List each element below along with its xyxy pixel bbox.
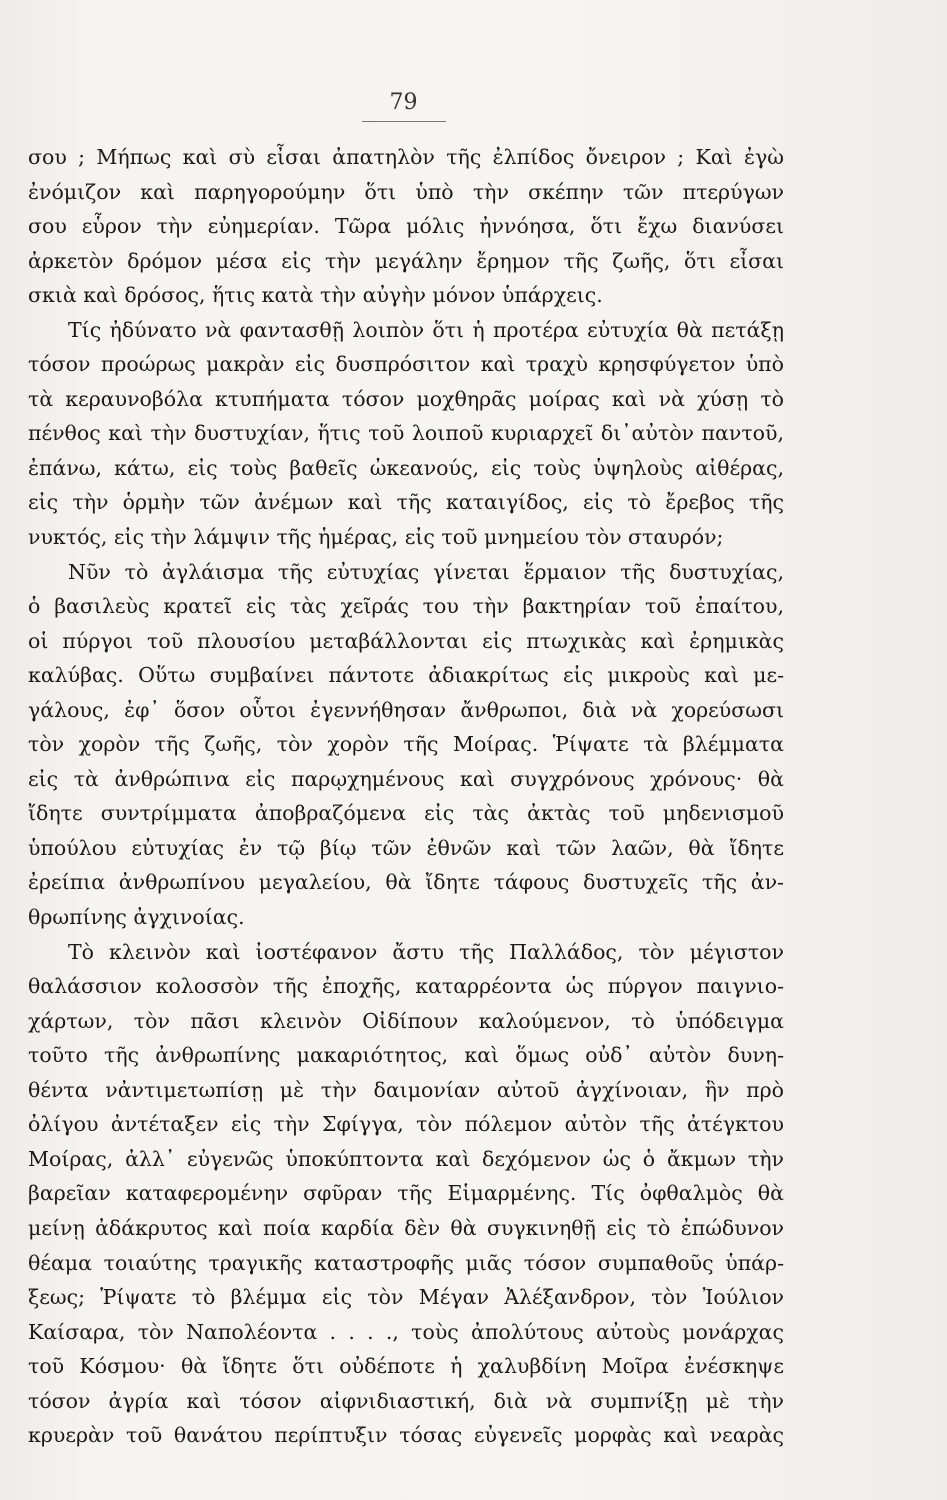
body-text	[28, 140, 784, 1453]
text-line: ἐνόμιζον καὶ παρηγορούμην ὅτι ὑπὸ τὴν σκέπην τῶν πτερύγων	[28, 179, 784, 204]
text-line: Τίς ἠδύνατο νὰ φαντασθῇ λοιπὸν ὅτι ἡ προτέρα εὐτυχία θὰ πετάξῃ	[68, 317, 784, 342]
text-line: θέαμα τοιαύτης τραγικῆς καταστροφῆς μιᾶς τόσον συμπαθοῦς ὑπάρ-	[28, 1250, 784, 1275]
text-line: σκιὰ καὶ δρόσος, ἥτις κατὰ τὴν αὐγὴν μόνον ὑπάρχεις.	[28, 283, 603, 308]
text-line: ὀλίγου ἀντέταξεν εἰς τὴν Σφίγγα, τὸν πόλεμον αὐτὸν τῆς ἀτέγκτου	[28, 1112, 784, 1137]
text-line: τὸν χορὸν τῆς ζωῆς, τὸν χορὸν τῆς Μοίρας. Ῥίψατε τὰ βλέμματα	[28, 732, 784, 757]
text-line: τοῦτο τῆς ἀνθρωπίνης μακαριότητος, καὶ ὅμως οὐδ᾽ αὐτὸν δυνη-	[28, 1043, 784, 1068]
text-line: Καίσαρα, τὸν Ναπολέοντα . . . ., τοὺς ἀπολύτους αὐτοὺς μονάρχας	[28, 1319, 784, 1344]
text-line: θέντα νἀντιμετωπίσῃ μὲ τὴν δαιμονίαν αὐτοῦ ἀγχίνοιαν, ἣν πρὸ	[28, 1077, 784, 1102]
text-line: θαλάσσιον κολοσσὸν τῆς ἐποχῆς, καταρρέοντα ὡς πύργον παιγνιο-	[28, 974, 784, 999]
text-line: χάρτων, τὸν πᾶσι κλεινὸν Οἰδίπουν καλούμενον, τὸ ὑπόδειγμα	[28, 1008, 784, 1033]
text-line: Νῦν τὸ ἀγλάισμα τῆς εὐτυχίας γίνεται ἕρμαιον τῆς δυστυχίας,	[68, 559, 784, 584]
text-line: ἐρείπια ἀνθρωπίνου μεγαλείου, θὰ ἴδητε τάφους δυστυχεῖς τῆς ἀν-	[28, 870, 784, 895]
text-line: καλύβας. Οὕτω συμβαίνει πάντοτε ἀδιακρίτως εἰς μικροὺς καὶ με-	[28, 663, 784, 688]
text-line: βαρεῖαν καταφερομένην σφῦραν τῆς Εἱμαρμένης. Τίς ὀφθαλμὸς θὰ	[28, 1181, 784, 1206]
text-line: εἰς τὰ ἀνθρώπινα εἰς παρῳχημένους καὶ συγχρόνους χρόνους· θὰ	[28, 766, 784, 791]
text-line: τοῦ Κόσμου· θὰ ἴδητε ὅτι οὐδέποτε ἡ χαλυβδίνη Μοῖρα ἐνέσκηψε	[28, 1354, 784, 1379]
text-line: ἀρκετὸν δρόμον μέσα εἰς τὴν μεγάλην ἔρημον τῆς ζωῆς, ὅτι εἶσαι	[28, 248, 784, 273]
text-line: τόσον προώρως μακρὰν εἰς δυσπρόσιτον καὶ τραχὺ κρησφύγετον ὑπὸ	[28, 352, 784, 377]
text-line: σου ; Μήπως καὶ σὺ εἶσαι ἀπατηλὸν τῆς ἐλπίδος ὄνειρον ; Καὶ ἐγὼ	[28, 145, 784, 169]
text-line: οἱ πύργοι τοῦ πλουσίου μεταβάλλονται εἰς πτωχικὰς καὶ ἐρημικὰς	[28, 628, 784, 653]
text-line: Τὸ κλεινὸν καὶ ἰοστέφανον ἄστυ τῆς Παλλάδος, τὸν μέγιστον	[68, 939, 784, 964]
page-number: 79	[389, 90, 418, 115]
text-line: θρωπίνης ἀγχινοίας.	[28, 905, 245, 930]
text-line: πένθος καὶ τὴν δυστυχίαν, ἥτις τοῦ λοιποῦ κυριαρχεῖ δι᾽αὐτὸν παντοῦ,	[28, 421, 784, 446]
text-line: Μοίρας, ἀλλ᾽ εὐγενῶς ὑποκύπτοντα καὶ δεχόμενον ὡς ὁ ἄκμων τὴν	[28, 1146, 784, 1171]
text-line: ἴδητε συντρίμματα ἀποβραζόμενα εἰς τὰς ἀκτὰς τοῦ μηδενισμοῦ	[28, 801, 784, 826]
text-line: κρυερὰν τοῦ θανάτου περίπτυξιν τόσας εὐγενεῖς μορφὰς καὶ νεαρὰς	[28, 1423, 784, 1448]
page-number-rule	[362, 121, 446, 122]
text-line: εἰς τὴν ὁρμὴν τῶν ἀνέμων καὶ τῆς καταιγίδος, εἰς τὸ ἔρεβος τῆς	[28, 490, 784, 515]
text-line: σου εὗρον τὴν εὐημερίαν. Τῶρα μόλις ἠννόησα, ὅτι ἔχω διανύσει	[28, 214, 784, 239]
text-line: γάλους, ἐφ᾽ ὅσον οὗτοι ἐγεννήθησαν ἄνθρωποι, διὰ νὰ χορεύσωσι	[28, 697, 784, 722]
text-line: ὑπούλου εὐτυχίας ἐν τῷ βίῳ τῶν ἐθνῶν καὶ τῶν λαῶν, θὰ ἴδητε	[28, 835, 784, 860]
text-line: ἐπάνω, κάτω, εἰς τοὺς βαθεῖς ὠκεανούς, εἰς τοὺς ὑψηλοὺς αἰθέρας,	[28, 455, 784, 480]
text-line: ὁ βασιλεὺς κρατεῖ εἰς τὰς χεῖράς του τὴν βακτηρίαν τοῦ ἐπαίτου,	[28, 594, 784, 619]
text-line: μείνῃ ἀδάκρυτος καὶ ποία καρδία δὲν θὰ συγκινηθῇ εἰς τὸ ἐπώδυνον	[28, 1215, 784, 1240]
text-line: νυκτός, εἰς τὴν λάμψιν τῆς ἡμέρας, εἰς τοῦ μνημείου τὸν σταυρόν;	[28, 525, 724, 550]
text-line: ξεως; Ῥίψατε τὸ βλέμμα εἰς τὸν Μέγαν Ἀλέξανδρον, τὸν Ἰούλιον	[28, 1285, 784, 1310]
text-line: τὰ κεραυνοβόλα κτυπήματα τόσον μοχθηρᾶς μοίρας καὶ νὰ χύσῃ τὸ	[28, 386, 784, 411]
text-line: τόσον ἀγρία καὶ τόσον αἰφνιδιαστική, διὰ νὰ συμπνίξῃ μὲ τὴν	[28, 1388, 784, 1413]
